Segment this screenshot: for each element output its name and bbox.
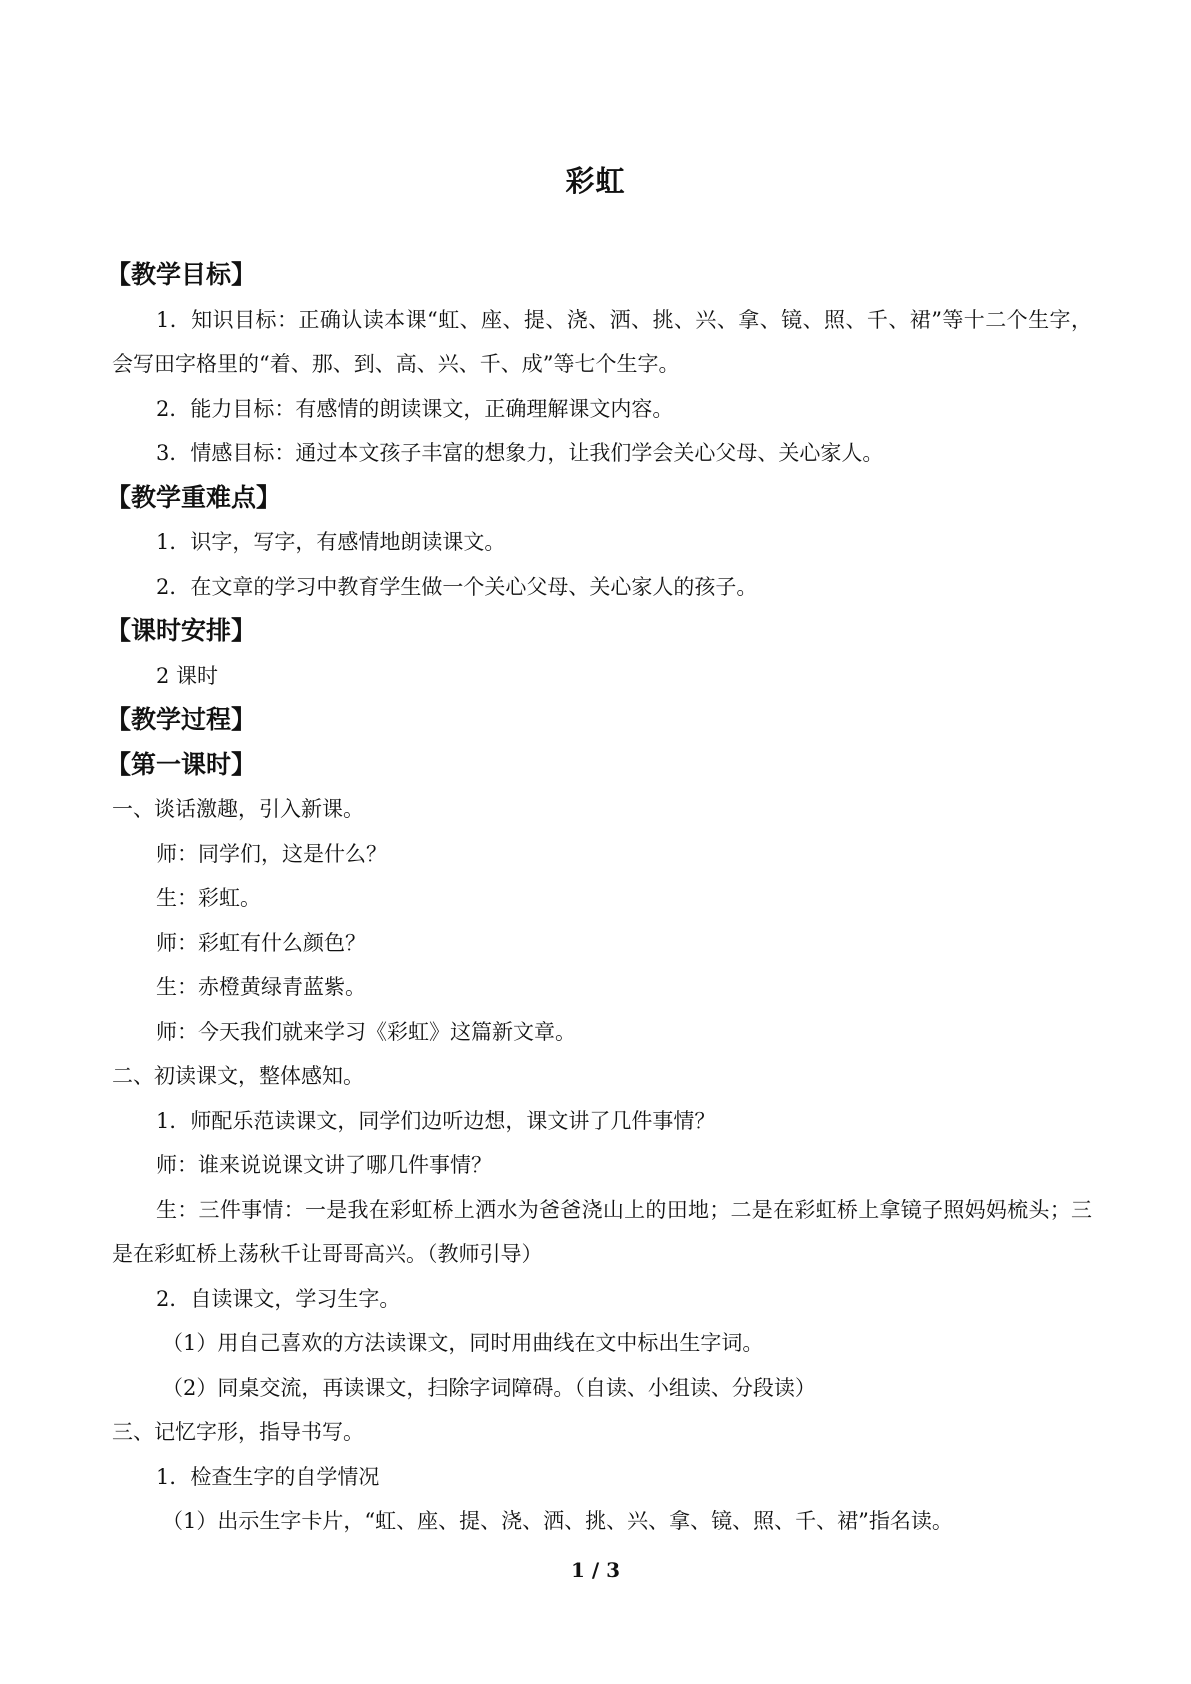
paragraph: 1．师配乐范读课文，同学们边听边想，课文讲了几件事情？ bbox=[156, 1108, 716, 1133]
paragraph: 2．自读课文，学习生字。 bbox=[156, 1286, 401, 1311]
paragraph: 1．知识目标：正确认读本课“虹、座、提、浇、洒、挑、兴、拿、镜、照、千、裙”等十二个生字，会写田字格里的“着、那、到、高、兴、千、成”等七个生字。 bbox=[112, 307, 1092, 376]
paragraph: 师：谁来说说课文讲了哪几件事情？ bbox=[156, 1153, 492, 1177]
paragraph: 2．能力目标：有感情的朗读课文，正确理解课文内容。 bbox=[156, 396, 674, 421]
paragraph: 1．识字，写字，有感情地朗读课文。 bbox=[156, 530, 506, 554]
paragraph: （1）出示生字卡片，“虹、座、提、浇、洒、挑、兴、拿、镜、照、千、裙”指名读。 bbox=[162, 1509, 953, 1533]
paragraph: 师：同学们，这是什么？ bbox=[156, 841, 387, 866]
paragraph: 1．检查生字的自学情况 bbox=[156, 1464, 380, 1489]
paragraph: 生：赤橙黄绿青蓝紫。 bbox=[156, 975, 366, 999]
paragraph: 师：彩虹有什么颜色？ bbox=[156, 930, 366, 955]
section-heading: 【课时安排】 bbox=[106, 616, 257, 645]
page-title: 彩虹 bbox=[565, 164, 626, 198]
section-heading: 【第一课时】 bbox=[106, 749, 257, 779]
step-heading: 三、记忆字形，指导书写。 bbox=[112, 1420, 364, 1444]
paragraph: 生：彩虹。 bbox=[156, 886, 261, 910]
paragraph: 2．在文章的学习中教育学生做一个关心父母、关心家人的孩子。 bbox=[156, 574, 758, 599]
document-body bbox=[106, 253, 1092, 1544]
section-heading: 【教学目标】 bbox=[106, 260, 257, 289]
paragraph: （1）用自己喜欢的方法读课文，同时用曲线在文中标出生字词。 bbox=[162, 1331, 764, 1355]
paragraph: 2 课时 bbox=[156, 663, 219, 688]
paragraph: 生：三件事情：一是我在彩虹桥上洒水为爸爸浇山上的田地；二是在彩虹桥上拿镜子照妈妈梳头；三是在彩虹桥上荡秋千让哥哥高兴。（教师引导） bbox=[112, 1197, 1092, 1266]
section-heading: 【教学过程】 bbox=[106, 705, 257, 734]
page-number: 1 / 3 bbox=[570, 1558, 621, 1582]
step-heading: 二、初读课文，整体感知。 bbox=[112, 1064, 364, 1088]
paragraph: 师：今天我们就来学习《彩虹》这篇新文章。 bbox=[156, 1019, 576, 1044]
section-heading: 【教学重难点】 bbox=[106, 482, 282, 512]
step-heading: 一、谈话激趣，引入新课。 bbox=[112, 797, 364, 821]
paragraph: 3．情感目标：通过本文孩子丰富的想象力，让我们学会关心父母、关心家人。 bbox=[156, 441, 884, 465]
paragraph: （2）同桌交流，再读课文，扫除字词障碍。（自读、小组读、分段读） bbox=[162, 1375, 816, 1400]
